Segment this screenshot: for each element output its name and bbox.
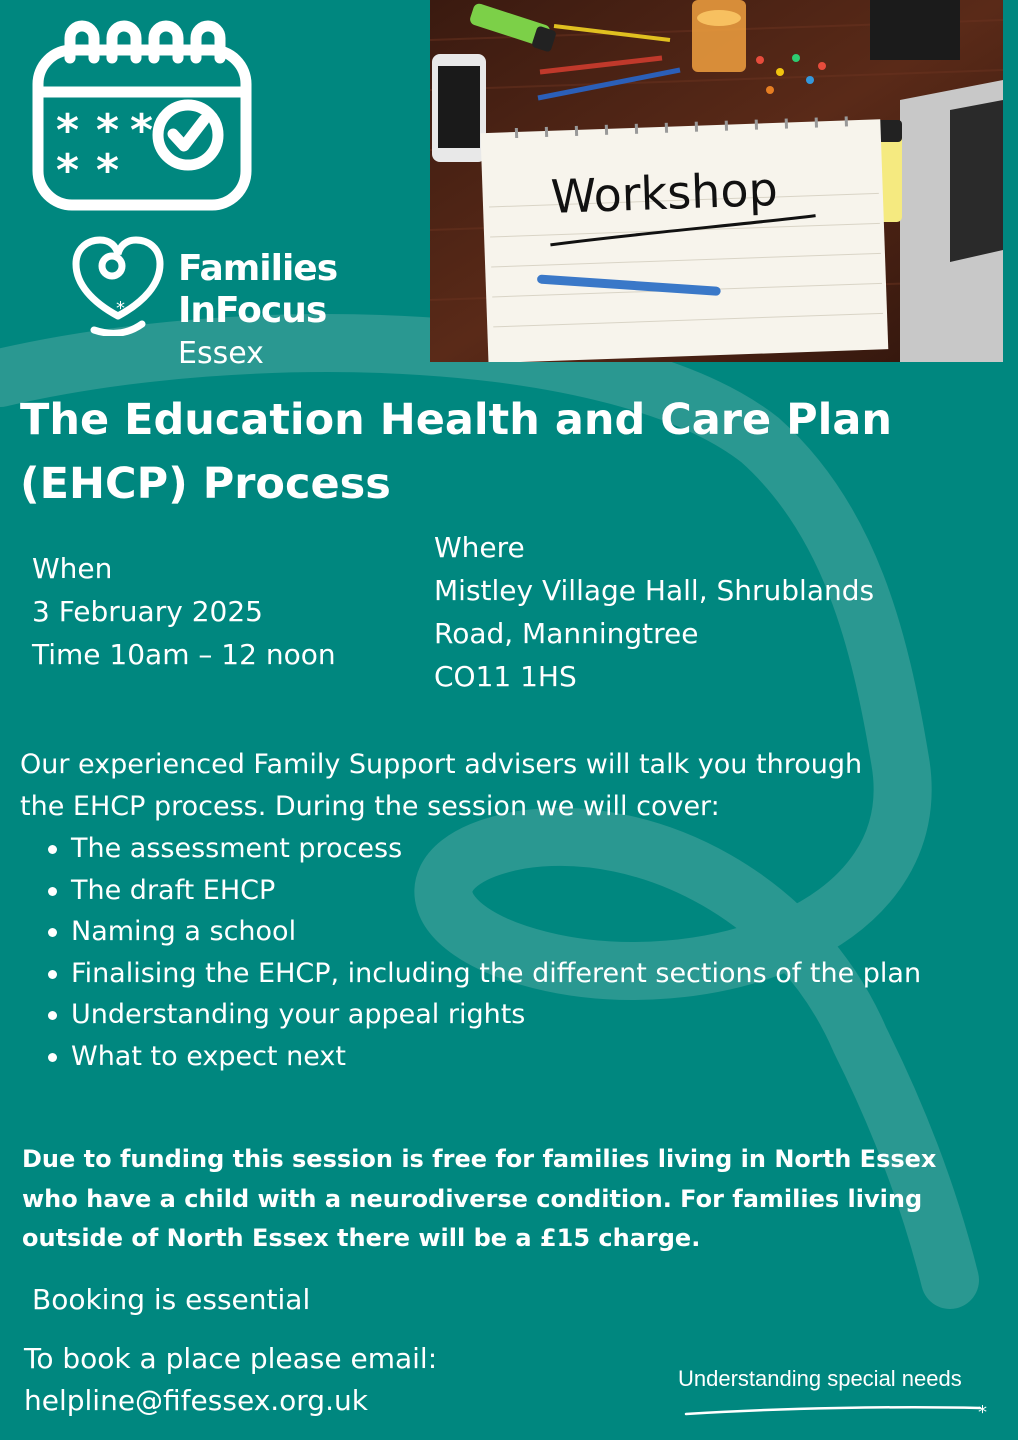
- event-date: 3 February 2025: [32, 595, 263, 628]
- when-block: [32, 547, 336, 676]
- title-line-1: The Education Health and Care Plan: [20, 395, 892, 445]
- workshop-desk-illustration: [430, 0, 1003, 362]
- intro-paragraph: [20, 744, 940, 828]
- heart-logo-icon: [72, 236, 164, 336]
- svg-text:*: *: [56, 105, 80, 156]
- families-in-focus-logo: [72, 236, 412, 371]
- list-item: Understanding your appeal rights: [71, 994, 971, 1036]
- svg-text:*: *: [116, 298, 125, 319]
- workshop-photo: [430, 0, 1003, 362]
- when-label: When: [32, 552, 113, 585]
- booking-email-link[interactable]: helpline@fifessex.org.uk: [24, 1384, 368, 1417]
- funding-line-3: outside of North Essex there will be a £15 charge.: [22, 1224, 701, 1252]
- booking-essential-text: Booking is essential: [32, 1283, 311, 1316]
- logo-text-essex: Essex: [178, 336, 264, 371]
- booking-prompt: To book a place please email:: [24, 1342, 438, 1375]
- list-item: What to expect next: [71, 1036, 971, 1078]
- list-item: The assessment process: [71, 828, 971, 870]
- list-item: The draft EHCP: [71, 870, 971, 912]
- intro-line-2: the EHCP process. During the session we will cover:: [20, 791, 720, 822]
- svg-text:*: *: [96, 145, 120, 196]
- calendar-check-icon: [30, 10, 255, 215]
- funding-note: [22, 1140, 972, 1259]
- venue-line-1: Mistley Village Hall, Shrublands: [434, 574, 875, 607]
- venue-line-2: Road, Manningtree: [434, 617, 699, 650]
- funding-line-1: Due to funding this session is free for families living in North Essex: [22, 1145, 937, 1173]
- list-item: Finalising the EHCP, including the different sections of the plan: [71, 953, 971, 995]
- page-title: [20, 388, 980, 516]
- intro-line-1: Our experienced Family Support advisers will talk you through: [20, 749, 863, 780]
- logo-text-families: Families: [178, 248, 338, 289]
- svg-text:*: *: [96, 105, 120, 156]
- tagline: Understanding special needs: [678, 1366, 962, 1391]
- venue-postcode: CO11 1HS: [434, 660, 577, 693]
- notepad-workshop-text: Workshop: [549, 161, 779, 224]
- svg-text:*: *: [978, 1402, 987, 1422]
- logo-text-infocus: [178, 290, 412, 372]
- svg-text:*: *: [56, 145, 80, 196]
- list-item: Naming a school: [71, 911, 971, 953]
- event-time: Time 10am – 12 noon: [32, 638, 336, 671]
- funding-line-2: who have a child with a neurodiverse condition. For families living: [22, 1184, 923, 1213]
- where-block: [434, 526, 904, 698]
- where-label: Where: [434, 531, 525, 564]
- title-line-2: (EHCP) Process: [20, 459, 391, 509]
- topics-list: [20, 828, 971, 1078]
- logo-text-infocus-bold: InFocus: [178, 290, 327, 331]
- tagline-underline-star-icon: [680, 1398, 1000, 1422]
- svg-text:*: *: [130, 105, 154, 156]
